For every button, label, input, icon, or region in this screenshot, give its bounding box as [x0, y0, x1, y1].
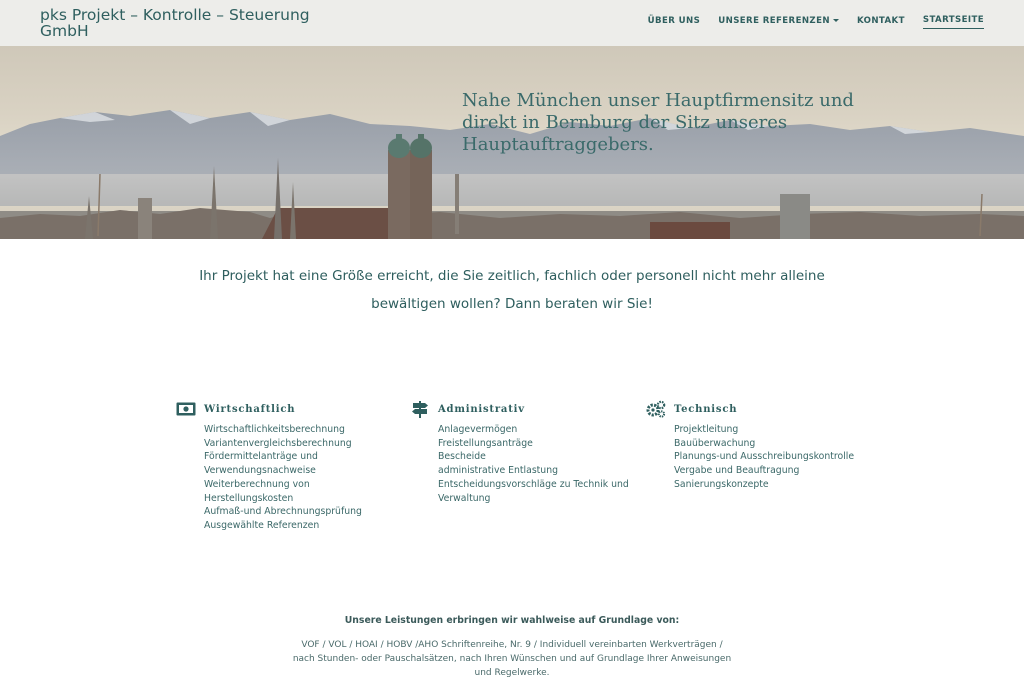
list-item: Planungs-und Ausschreibungskontrolle: [674, 451, 855, 463]
nav-item-referenzen-label: UNSERE REFERENZEN: [718, 15, 830, 26]
list-item: Aufmaß-und Abrechnungsprüfung: [204, 506, 362, 518]
column-heading: [176, 400, 396, 418]
service-list: [674, 423, 866, 492]
service-column-administrativ: [410, 400, 630, 505]
list-item: Projektleitung: [674, 424, 739, 435]
list-item: Wirtschaftlichkeitsberechnung: [204, 424, 345, 435]
list-item: Entscheidungsvorschläge zu Technik und Verwaltung: [438, 478, 629, 504]
service-list: [438, 423, 630, 505]
nav-item-startseite[interactable]: STARTSEITE: [923, 15, 984, 29]
list-item: Anlagevermögen: [438, 424, 518, 435]
nav-item-ueber-uns[interactable]: ÜBER UNS: [647, 15, 701, 26]
list-item: Vergabe und Beauftragung: [674, 465, 800, 477]
site-header: [0, 0, 1024, 46]
column-title: Wirtschaftlich: [204, 403, 296, 415]
chevron-down-icon: [833, 19, 839, 22]
nav-item-referenzen[interactable]: [718, 15, 839, 29]
gears-icon: [646, 400, 666, 418]
service-list: [204, 423, 396, 533]
list-item: Weiterberechnung von Herstellungskosten: [204, 478, 310, 504]
list-item: Bauüberwachung: [674, 437, 756, 449]
service-column-wirtschaftlich: [176, 400, 396, 533]
list-item: Sanierungskonzepte: [674, 478, 769, 490]
intro-text: Ihr Projekt hat eine Größe erreicht, die Sie zeitlich, fachlich oder personell nicht mehr alleine bewältigen wollen? Dann beraten wir Sie!: [199, 268, 825, 312]
column-title: Administrativ: [438, 403, 525, 415]
list-item: Fördermittelanträge und Verwendungsnachweise: [204, 451, 318, 477]
column-title: Technisch: [674, 403, 738, 415]
main-nav: [648, 15, 984, 29]
hero-banner: [0, 46, 1024, 239]
column-heading: [410, 400, 630, 418]
list-item: Freistellungsanträge: [438, 437, 533, 449]
basis-text: VOF / VOL / HOAI / HOBV /AHO Schriftenreihe, Nr. 9 / Individuell vereinbarten Werkverträgen / nach Stunden- oder Pauschalsätzen, nach Ihren Wünschen und auf Grundlage Ihrer Anweisungen und Regelwerke.: [292, 640, 732, 678]
referenzen-link[interactable]: Ausgewählte Referenzen: [204, 519, 320, 531]
nav-item-kontakt[interactable]: KONTAKT: [856, 15, 905, 26]
list-item: administrative Entlastung: [438, 465, 558, 477]
column-heading: [646, 400, 866, 418]
list-item: Bescheide: [438, 451, 486, 463]
service-column-technisch: [646, 400, 866, 492]
list-item: Variantenvergleichsberechnung: [204, 437, 352, 449]
money-icon: [176, 400, 196, 418]
hero-tagline: Nahe München unser Hauptfirmensitz und direkt in Bernburg der Sitz unseres Hauptauftraggebers.: [462, 90, 854, 155]
signpost-icon: [410, 400, 430, 418]
basis-heading: Unsere Leistungen erbringen wir wahlweise auf Grundlage von:: [344, 615, 680, 626]
brand-name[interactable]: pks Projekt – Kontrolle – Steuerung GmbH: [40, 6, 310, 40]
